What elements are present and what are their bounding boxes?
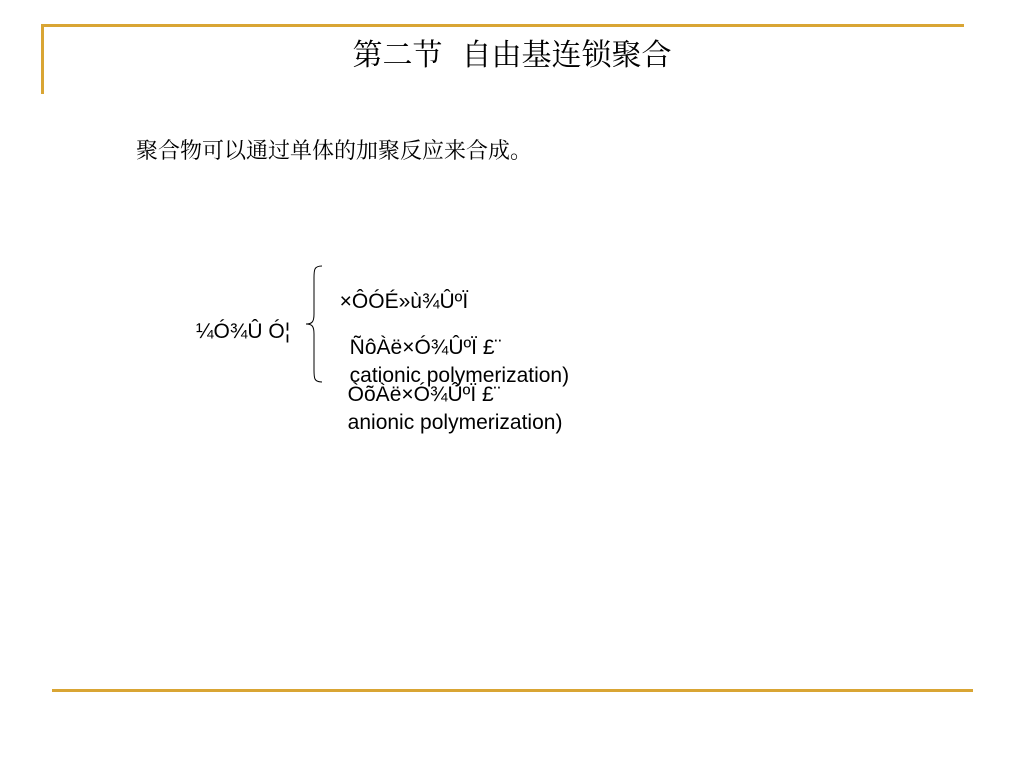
- branch-item-anionic: [336, 353, 562, 437]
- branch-label: ÒõÀë×Ó¾ÛºÏ £¨: [347, 383, 501, 406]
- branch-english-label: cationic polymerization): [349, 364, 570, 387]
- classification-label: ¼Ó¾Û Ó¦: [196, 320, 291, 343]
- decorative-bottom-line: [52, 689, 973, 692]
- branch-label: ÑôÀë×Ó¾ÛºÏ £¨: [349, 336, 502, 359]
- branch-english-label: anionic polymerization): [347, 411, 563, 434]
- slide-title: 第二节 自由基连锁聚合: [352, 38, 672, 73]
- decorative-top-line: [41, 24, 964, 27]
- branch-label: ×ÔÓÉ»ù¾ÛºÏ: [339, 290, 469, 313]
- intro-text: 聚合物可以通过单体的加聚反应来合成。: [136, 139, 533, 164]
- curly-brace: [304, 264, 326, 384]
